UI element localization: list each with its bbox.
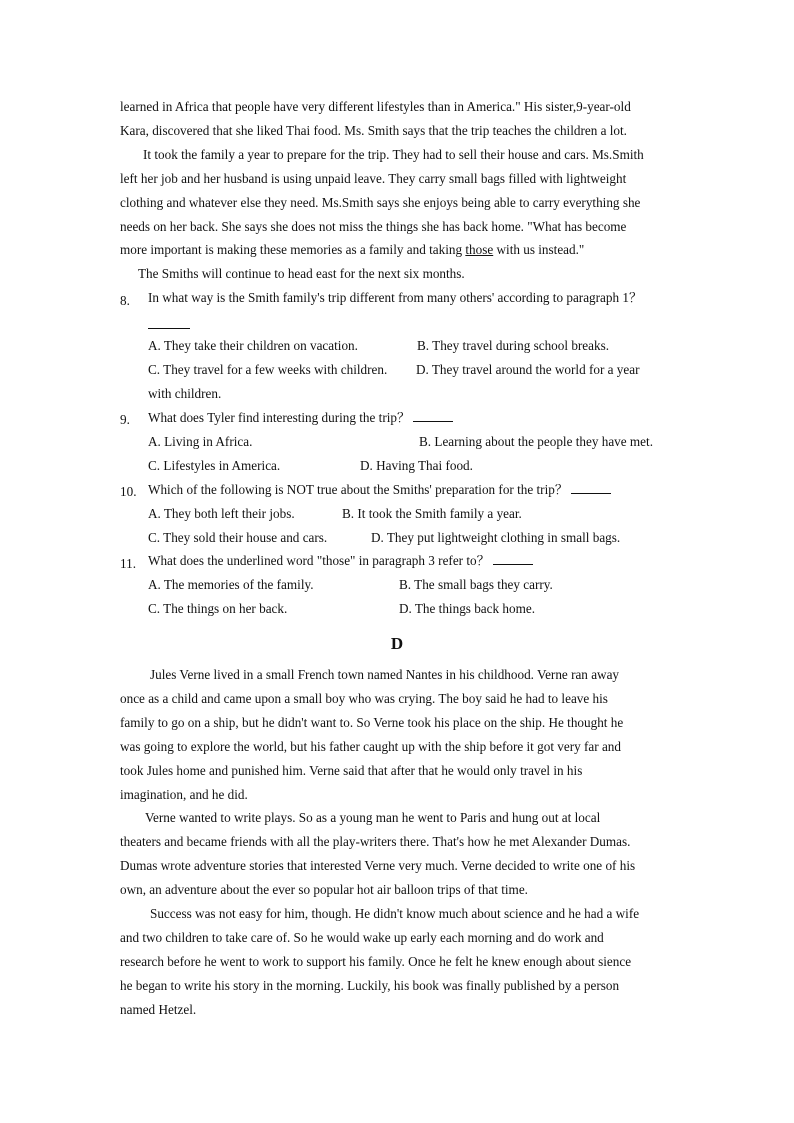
- passage-c-line: [120, 241, 584, 259]
- passage-d-line: and two children to take care of. So he would wake up early each morning and do work and: [120, 930, 604, 945]
- question-text-segment: What does Tyler find interesting during the trip？: [148, 410, 411, 425]
- option-c[interactable]: C. Lifestyles in America.: [148, 458, 281, 473]
- passage-c-line: The Smiths will continue to head east for the next six months.: [138, 266, 465, 281]
- option-b[interactable]: B. They travel during school breaks.: [417, 338, 610, 353]
- passage-d-line: he began to write his story in the morning. Luckily, his book was finally published by a person: [120, 978, 620, 993]
- text-segment: more important is making these memories as a family and taking: [120, 242, 466, 257]
- passage-d-line: own, an adventure about the ever so popular hot air balloon trips of that time.: [120, 882, 528, 897]
- passage-c-line: It took the family a year to prepare for the trip. They had to sell their house and cars. Ms.Smith: [143, 147, 644, 162]
- passage-c-line: clothing and whatever else they need. Ms.Smith says she enjoys being able to carry everything she: [120, 195, 641, 210]
- option-d[interactable]: D. The things back home.: [399, 601, 536, 616]
- question-text: [148, 409, 453, 427]
- passage-d-line: named Hetzel.: [120, 1002, 197, 1017]
- option-a[interactable]: A. Living in Africa.: [148, 434, 253, 449]
- option-d[interactable]: D. They put lightweight clothing in small bags.: [371, 530, 621, 545]
- passage-d-line: Success was not easy for him, though. He didn't know much about science and he had a wife: [150, 906, 640, 921]
- passage-d-line: was going to explore the world, but his father caught up with the ship before it got very far and: [120, 739, 621, 754]
- passage-c-line: learned in Africa that people have very different lifestyles than in America." His sister,9-year-old: [120, 99, 631, 114]
- answer-blank[interactable]: [413, 410, 453, 422]
- text-segment: with us instead.": [493, 242, 585, 257]
- question-number: 10.: [120, 484, 137, 499]
- question-number: 9.: [120, 412, 130, 427]
- option-d[interactable]: D. Having Thai food.: [360, 458, 473, 473]
- question-text-segment: What does the underlined word "those" in paragraph 3 refer to？: [148, 553, 490, 568]
- question-text: [148, 481, 611, 499]
- option-c[interactable]: C. The things on her back.: [148, 601, 288, 616]
- question-text-segment: Which of the following is NOT true about the Smiths' preparation for the trip？: [148, 482, 569, 497]
- passage-d-line: family to go on a ship, but he didn't want to. So Verne took his place on the ship. He thought he: [120, 715, 624, 730]
- passage-d-line: research before he went to work to support his family. Once he felt he knew enough about sience: [120, 954, 632, 969]
- section-heading: D: [390, 634, 404, 653]
- passage-d-line: took Jules home and punished him. Verne said that after that he would only travel in his: [120, 763, 583, 778]
- option-a[interactable]: A. They take their children on vacation.: [148, 338, 358, 353]
- question-number: 11.: [120, 556, 136, 571]
- option-b[interactable]: B. The small bags they carry.: [399, 577, 553, 592]
- passage-c-line: needs on her back. She says she does not miss the things she has back home. "What has become: [120, 219, 627, 234]
- passage-d-line: imagination, and he did.: [120, 787, 248, 802]
- question-text: [148, 552, 533, 570]
- option-a[interactable]: A. They both left their jobs.: [148, 506, 295, 521]
- question-number: 8.: [120, 293, 130, 308]
- answer-blank[interactable]: [493, 553, 533, 565]
- underlined-word-those: those: [465, 242, 494, 257]
- passage-c-line: left her job and her husband is using unpaid leave. They carry small bags filled with lightweight: [120, 171, 627, 186]
- option-c[interactable]: C. They sold their house and cars.: [148, 530, 328, 545]
- answer-blank[interactable]: [571, 482, 611, 494]
- passage-d-line: once as a child and came upon a small boy who was crying. The boy said he had to leave his: [120, 691, 608, 706]
- answer-blank[interactable]: [148, 317, 190, 329]
- passage-d-line: Jules Verne lived in a small French town named Nantes in his childhood. Verne ran away: [150, 667, 620, 682]
- passage-d-line: theaters and became friends with all the play-writers there. That's how he met Alexander Dumas.: [120, 834, 631, 849]
- option-a[interactable]: A. The memories of the family.: [148, 577, 314, 592]
- option-b[interactable]: B. It took the Smith family a year.: [342, 506, 522, 521]
- option-d-continued: with children.: [148, 386, 222, 401]
- passage-d-line: Verne wanted to write plays. So as a young man he went to Paris and hung out at local: [145, 810, 601, 825]
- passage-d-line: Dumas wrote adventure stories that interested Verne very much. Verne decided to write one of his: [120, 858, 636, 873]
- question-text: In what way is the Smith family's trip different from many others' according to paragraph 1？: [148, 290, 643, 305]
- option-c[interactable]: C. They travel for a few weeks with children.: [148, 362, 388, 377]
- passage-c-line: Kara, discovered that she liked Thai food. Ms. Smith says that the trip teaches the children a lot.: [120, 123, 627, 138]
- option-b[interactable]: B. Learning about the people they have met.: [419, 434, 654, 449]
- option-d[interactable]: D. They travel around the world for a year: [416, 362, 640, 377]
